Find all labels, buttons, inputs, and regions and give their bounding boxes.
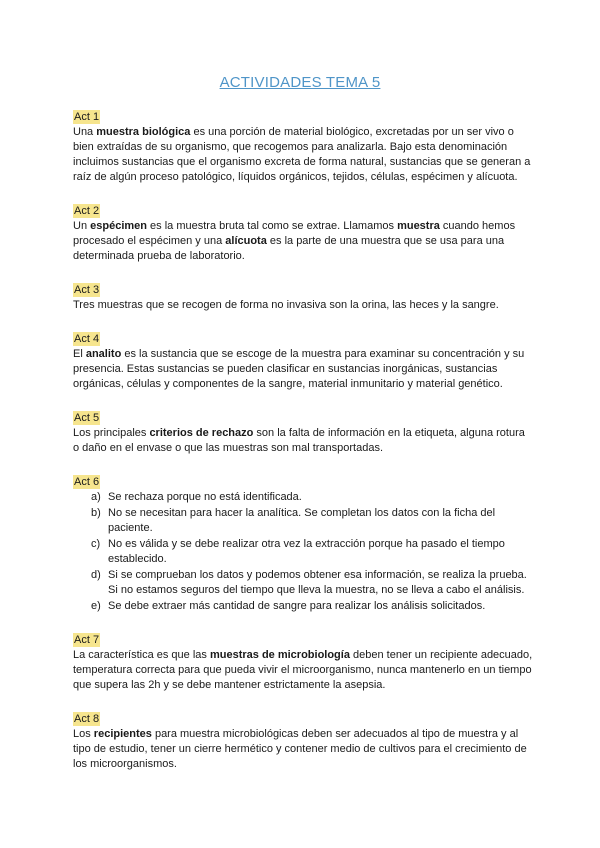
activity-section — [73, 107, 533, 185]
activity-text — [73, 347, 533, 392]
activity-text — [73, 125, 533, 185]
list-item-text: No se necesitan para hacer la analítica. Se completan los datos con la ficha del paciente. — [108, 507, 496, 534]
list-marker: b) — [91, 507, 101, 519]
bold-term: muestra — [397, 220, 440, 232]
answer-list — [73, 490, 533, 614]
activity-section — [73, 201, 533, 264]
activity-section — [73, 329, 533, 392]
bold-term: espécimen — [90, 220, 147, 232]
list-item-text: Se debe extraer más cantidad de sangre para realizar los análisis solicitados. — [108, 600, 486, 612]
text-run: Un — [73, 220, 91, 232]
text-run: Los principales — [73, 427, 150, 439]
list-item-text: No es válida y se debe realizar otra vez la extracción porque ha pasado el tiempo establecido. — [108, 538, 505, 565]
activity-text — [73, 727, 533, 772]
text-run: son la falta de información en la etiqueta, alguna rotura o daño en el envase o que las muestras son mal transportadas. — [73, 427, 525, 454]
text-run: para muestra microbiológicas deben ser adecuados al tipo de muestra y al tipo de estudio, tener un cierre hermético y contener medio de cultivos para el crecimiento de los microorganismos. — [73, 728, 527, 770]
text-run: es una porción de material biológico, excretadas por un ser vivo o bien extraídas de su organismo, que recogemos para analizarla. Bajo esta denominación incluimos sustancias que el organismo excreta de forma natural, sustancias que se generan a raíz de algún proceso patológico, líquidos orgánicos, tejidos, células, espécimen y alícuota. — [73, 126, 531, 183]
text-run: Tres muestras que se recogen de forma no invasiva son la orina, las heces y la sangre. — [73, 299, 499, 311]
bold-term: recipientes — [93, 728, 152, 740]
list-item — [73, 506, 533, 536]
page-title: ACTIVIDADES TEMA 5 — [219, 74, 381, 91]
text-run: es la muestra bruta tal como se extrae. Llamamos — [147, 220, 398, 232]
activity-label: Act 4 — [74, 333, 100, 345]
bold-term: muestra biológica — [96, 126, 191, 138]
text-run: es la sustancia que se escoge de la muestra para examinar su concentración y su presencia. Estas sustancias se pueden clasificar en sustancias inorgánicas, sustancias orgánicas, células y componentes de la sangre, material inmunitario y material genético. — [73, 348, 525, 390]
activity-section — [73, 709, 533, 772]
activity-label: Act 6 — [74, 476, 100, 488]
list-marker: e) — [91, 600, 101, 612]
activity-text — [73, 298, 533, 313]
list-item-text: Si se comprueban los datos y podemos obtener esa información, se realiza la prueba. Si no estamos seguros del tiempo que lleva la muestra, no se lleva a cabo el análisis. — [108, 569, 527, 596]
activity-section — [73, 280, 533, 313]
activity-label: Act 8 — [74, 713, 100, 725]
text-run: es la parte de una muestra que se usa para una determinada prueba de laboratorio. — [73, 235, 505, 262]
text-run: cuando hemos procesado el espécimen y una — [73, 220, 516, 247]
activity-section — [73, 472, 533, 614]
text-run: La característica es que las — [73, 649, 210, 661]
list-item — [73, 537, 533, 567]
activity-label: Act 7 — [74, 634, 100, 646]
text-run: Los — [73, 728, 94, 740]
activity-label: Act 3 — [74, 284, 100, 296]
list-marker: c) — [91, 538, 101, 550]
list-item-text: Se rechaza porque no está identificada. — [108, 491, 302, 503]
text-run: deben tener un recipiente adecuado, temperatura correcta para que pueda vivir el microorganismo, nunca mantenerlo en un tiempo que supera las 2h y se debe mantener estrictamente la asepsia. — [73, 649, 533, 691]
text-run: Una — [73, 126, 97, 138]
activity-label: Act 1 — [74, 111, 100, 123]
activity-label: Act 2 — [74, 205, 100, 217]
activity-text — [73, 648, 533, 693]
bold-term: analito — [85, 348, 122, 360]
activity-text — [73, 219, 533, 264]
activity-text — [73, 426, 533, 456]
bold-term: alícuota — [225, 235, 267, 247]
list-marker: a) — [91, 491, 101, 503]
list-marker: d) — [91, 569, 101, 581]
list-item — [73, 490, 533, 505]
activities-content — [73, 107, 533, 788]
bold-term: muestras de microbiología — [209, 649, 350, 661]
text-run: El — [73, 348, 86, 360]
list-item — [73, 599, 533, 614]
activity-label: Act 5 — [74, 412, 100, 424]
activity-section — [73, 630, 533, 693]
list-item — [73, 568, 533, 598]
activity-section — [73, 408, 533, 456]
bold-term: criterios de rechazo — [149, 427, 254, 439]
